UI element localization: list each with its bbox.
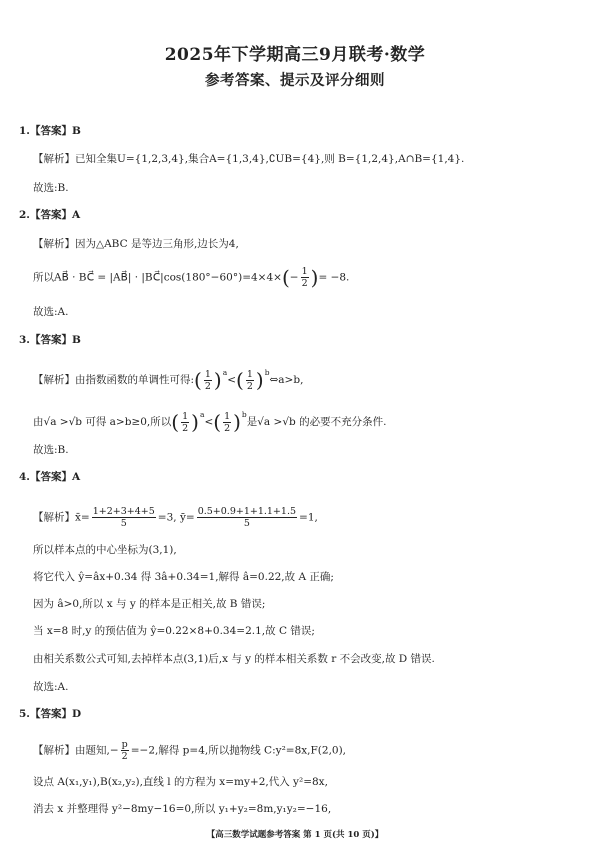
q2-choice: 故选:A. bbox=[33, 306, 69, 318]
q5-line3: 消去 x 并整理得 y²−8my−16=0,所以 y₁+y₂=8m,y₁y₂=−16, bbox=[33, 803, 332, 815]
q3-analysis: 【解析】由指数函数的单调性可得:( $\frac{1}{2}$ )$^a$<( $\frac{1}{2}$ )$^b$⇔a>b, bbox=[33, 368, 304, 392]
q2-analysis: 【解析】因为△ABC 是等边三角形,边长为4, bbox=[33, 238, 239, 250]
q2-answer: 2.【答案】A bbox=[19, 209, 81, 221]
page-subtitle: 参考答案、提示及评分细则 bbox=[205, 72, 385, 89]
q4-post: =1, bbox=[299, 511, 318, 524]
q3-choice: 故选:B. bbox=[33, 444, 69, 456]
q4-choice: 故选:A. bbox=[33, 681, 69, 693]
q3-line2-post: 是√a >√b 的必要不充分条件. bbox=[246, 416, 387, 428]
q4-y-num: 0.5+0.9+1+1.1+1.5 bbox=[197, 506, 297, 517]
q1-choice: 故选:B. bbox=[33, 182, 69, 194]
q2-formula-post: = −8. bbox=[318, 271, 350, 284]
q4-x-num: 1+2+3+4+5 bbox=[92, 506, 155, 517]
q4-x-den: 5 bbox=[120, 518, 127, 529]
q4-analysis-pre: 【解析】x̄= bbox=[33, 511, 90, 524]
q4-line2: 将它代入 ŷ=âx+0.34 得 3â+0.34=1,解得 â=0.22,故 A 正确; bbox=[33, 571, 334, 583]
q2-formula-pre: 所以AB⃗ · BC⃗ = |AB⃗| · |BC⃗|cos(180°−60°)=4×4× bbox=[33, 271, 282, 284]
q3-line2-pre: 由√a >√b 可得 a>b≥0,所以 bbox=[33, 416, 172, 428]
q1-answer: 1.【答案】B bbox=[19, 125, 81, 137]
q2-fraction bbox=[301, 266, 309, 289]
q5-analysis bbox=[33, 739, 346, 762]
q4-y-fraction bbox=[197, 506, 297, 529]
page-footer: 【高三数学试题参考答案 第 1 页(共 10 页)】 bbox=[206, 830, 384, 840]
q5-p-fraction bbox=[121, 739, 129, 762]
q4-line4: 当 x=8 时,y 的预估值为 ŷ=0.22×8+0.34=2.1,故 C 错误; bbox=[33, 625, 315, 637]
page-title: 2025年下学期高三9月联考·数学 bbox=[164, 45, 426, 65]
q4-line1: 所以样本点的中心坐标为(3,1), bbox=[33, 544, 177, 556]
q4-line3: 因为 â>0,所以 x 与 y 的样本是正相关,故 B 错误; bbox=[33, 598, 266, 610]
q4-line5: 由相关系数公式可知,去掉样本点(3,1)后,x 与 y 的样本相关系数 r 不会改变,故 D 错误. bbox=[33, 653, 435, 665]
q3-line2: 由√a >√b 可得 a>b≥0,所以( $\frac{1}{2}$ )$^a$<( $\frac{1}{2}$ )$^b$是√a >√b 的必要不充分条件. bbox=[33, 410, 387, 434]
q4-analysis bbox=[33, 506, 318, 529]
q5-line2: 设点 A(x₁,y₁),B(x₂,y₂),直线 l 的方程为 x=my+2,代入 y²=8x, bbox=[33, 776, 328, 788]
q4-mid: =3, ȳ= bbox=[157, 511, 195, 524]
q5-analysis-post: =−2,解得 p=4,所以抛物线 C:y²=8x,F(2,0), bbox=[130, 744, 347, 757]
q2-frac-den: 2 bbox=[301, 278, 308, 289]
q5-p-num: p bbox=[121, 739, 128, 750]
q4-answer: 4.【答案】A bbox=[19, 471, 81, 483]
q5-analysis-pre: 【解析】由题知,− bbox=[33, 744, 119, 757]
q3-answer: 3.【答案】B bbox=[19, 334, 81, 346]
q4-y-den: 5 bbox=[243, 518, 250, 529]
q2-formula: 所以AB⃗ · BC⃗ = |AB⃗| · |BC⃗|cos(180°−60°)=4×4×(− $\frac{1}{2}$ )= −8. bbox=[33, 265, 350, 290]
q3-analysis-post: ⇔a>b, bbox=[269, 374, 304, 386]
q3-analysis-pre: 【解析】由指数函数的单调性可得: bbox=[33, 374, 195, 386]
q1-analysis: 【解析】已知全集U={1,2,3,4},集合A={1,3,4},∁UB={4},则 B={1,2,4},A∩B={1,4}. bbox=[33, 153, 465, 165]
q4-x-fraction bbox=[92, 506, 156, 529]
q5-p-den: 2 bbox=[121, 751, 128, 762]
q2-frac-num: 1 bbox=[301, 266, 308, 277]
q5-answer: 5.【答案】D bbox=[19, 708, 82, 720]
